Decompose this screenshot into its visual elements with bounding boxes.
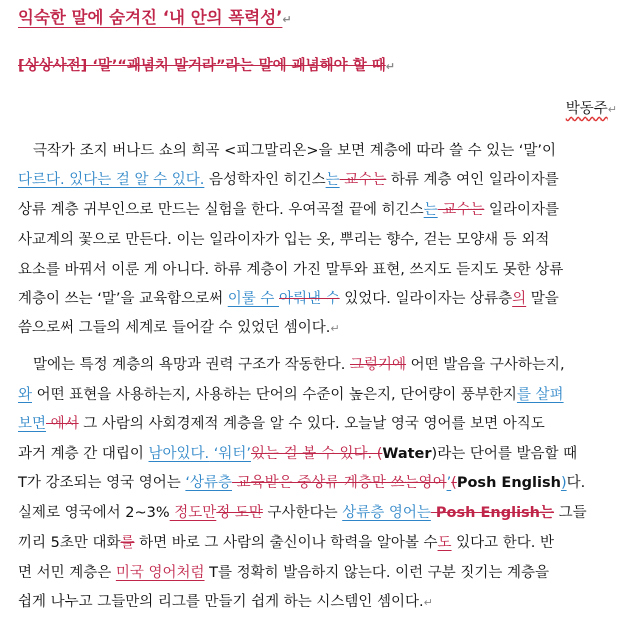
paragraph-mark: ↵ [607,103,617,116]
p2-line-7 [18,533,554,553]
inserted-text: 이룰 수 [227,291,279,307]
inserted-text: 와 [18,387,33,403]
inserted-text: 정도만 [169,505,217,521]
paragraph-mark: ↵ [423,596,433,609]
p2-line-4 [18,444,577,464]
article-subtitle [18,56,395,77]
p1-line-7 [18,318,340,339]
inserted-text: 미국 영어처럼 [115,565,205,581]
deleted-text: 에서 [46,416,79,432]
text-run: 구사한다는 [262,505,343,521]
inserted-text: 도 [437,535,452,551]
p1-line-3 [18,200,559,220]
text-run: 어떤 표현을 사용하는지, 사용하는 단어의 수준이 높은지, 단어량이 풍부한지 [32,387,517,403]
paragraph-mark: ↵ [385,60,395,73]
p1-line-1 [33,141,556,161]
deleted-text: 교수는 [437,202,485,218]
text-run: Water [382,446,432,462]
author-name [566,97,617,118]
subtitle-text: [상상사전] ‘말’“괘념치 말거라”라는 말에 괘념해야 할 때 [18,58,386,74]
text-run: 어떤 발음을 구사하는지, [406,357,565,373]
text-run: 극작가 조지 버나드 쇼의 희곡 <피그말리온>을 보면 계층에 따라 쓸 수 있는 ‘말’이 [33,143,557,159]
inserted-text: 다르다. 있다는 걸 알 수 있다. [18,172,205,188]
inserted-text: ‘워터’ [209,446,251,462]
text-run: 계층이 쓰는 ‘말’을 교육함으로써 [18,291,228,307]
text-run: 계층 귀부인으로 만드는 실험을 한다. 우여곡절 끝에 히긴스 [46,202,424,218]
p1-line-4 [18,230,549,250]
text-run: )라는 단어를 발음할 때 [431,446,578,462]
paragraph-mark: ↵ [282,13,292,26]
paragraph-mark: ↵ [330,322,340,335]
article-title-text: 익숙한 말에 숨겨진 ‘내 안의 폭력성’ [18,8,283,27]
text-run: 계층 여인 일라이자를 [418,172,559,188]
text-run: 있었다. 일라이자는 상류층 [339,291,513,307]
text-run: 그 사람의 사회경제적 계층을 알 수 있다. 오늘날 영국 영어를 보면 아직도 [78,416,545,432]
p2-line-9 [18,592,433,613]
p2-line-3 [18,414,545,434]
text-run: 과거 계층 간 대립이 [18,446,149,462]
text-run: 씀으로써 그들의 세계로 들어갈 수 있었던 셈이다. [18,320,331,336]
deleted-text: ( [451,475,457,491]
inserted-text: 는 [325,172,340,188]
text-run: 실제로 영국에서 2~3% [18,505,170,521]
text-run: 말에는 특정 계층의 욕망과 권력 구조가 작동한다. [33,357,351,373]
text-run: T가 강조되는 영국 영어는 [18,475,186,491]
text-run: 하류 [386,172,419,188]
p2-line-6 [18,503,587,523]
text-run: Posh English [456,475,561,491]
p2-line-8 [18,563,549,583]
deleted-text: 그렇기에 [350,357,407,373]
text-run: 음성학자인 히긴스 [204,172,326,188]
inserted-text: ) [560,475,567,491]
inserted-text: 상류층 영어는 [342,505,431,521]
inserted-text: 남아있다. [148,446,210,462]
text-run: T를 정확히 발음하지 않는다. 이런 구분 짓기는 계층을 [204,565,550,581]
text-run: 말을 [526,291,559,307]
text-run: 사교계의 꽃으로 만든다. 이는 일라이자가 입는 옷, 뿌리는 향수, 걷는 모양새 등 외적 [18,232,550,248]
deleted-text: 정 도만 [216,505,263,521]
inserted-text: 의 [512,291,527,307]
deleted-text: Posh English는 [430,505,555,521]
deleted-text: 있는 걸 볼 수 있다. ( [250,446,383,462]
deleted-text: 아뤄낸 수 [279,291,340,307]
p1-line-2 [18,170,559,190]
inserted-text: 는 [423,202,438,218]
inserted-text: ‘상류층 [185,475,233,491]
inserted-text: ’ [446,475,452,491]
text-run: 쉽게 나누고 그들만의 리그를 만들기 쉽게 하는 시스템인 셈이다. [18,594,424,610]
text-run: 일라이자를 [484,202,559,218]
inserted-text: 보면 [18,416,47,432]
inserted-text: 를 살펴 [516,387,564,403]
deleted-text: 교육받은 중상류 계층만 쓰는영어 [232,475,447,491]
deleted-text: 교수는 [339,172,387,188]
text-run: 상류 [18,202,47,218]
p2-line-1 [33,355,565,375]
text-run: 끼리 5초만 대화 [18,535,121,551]
deleted-text: 를 [120,535,135,551]
p1-line-6 [18,289,559,309]
text-run: 다. [566,475,586,491]
author-text: 박동주 [565,101,608,117]
text-run: 있다고 한다. 반 [451,535,555,551]
text-run: 면 서민 계층은 [18,565,116,581]
text-run: 요소를 바꿔서 이룬 게 아니다. 하류 계층이 가진 말투와 표현, 쓰지도 듣지도 못한 상류 [18,262,564,278]
p1-line-5 [18,260,563,280]
text-run: 하면 바로 그 사람의 출신이나 학력을 알아볼 수 [134,535,438,551]
text-run: 그들 [554,505,587,521]
p2-line-5 [18,473,585,493]
p2-line-2 [18,385,564,405]
article-title [18,8,292,30]
